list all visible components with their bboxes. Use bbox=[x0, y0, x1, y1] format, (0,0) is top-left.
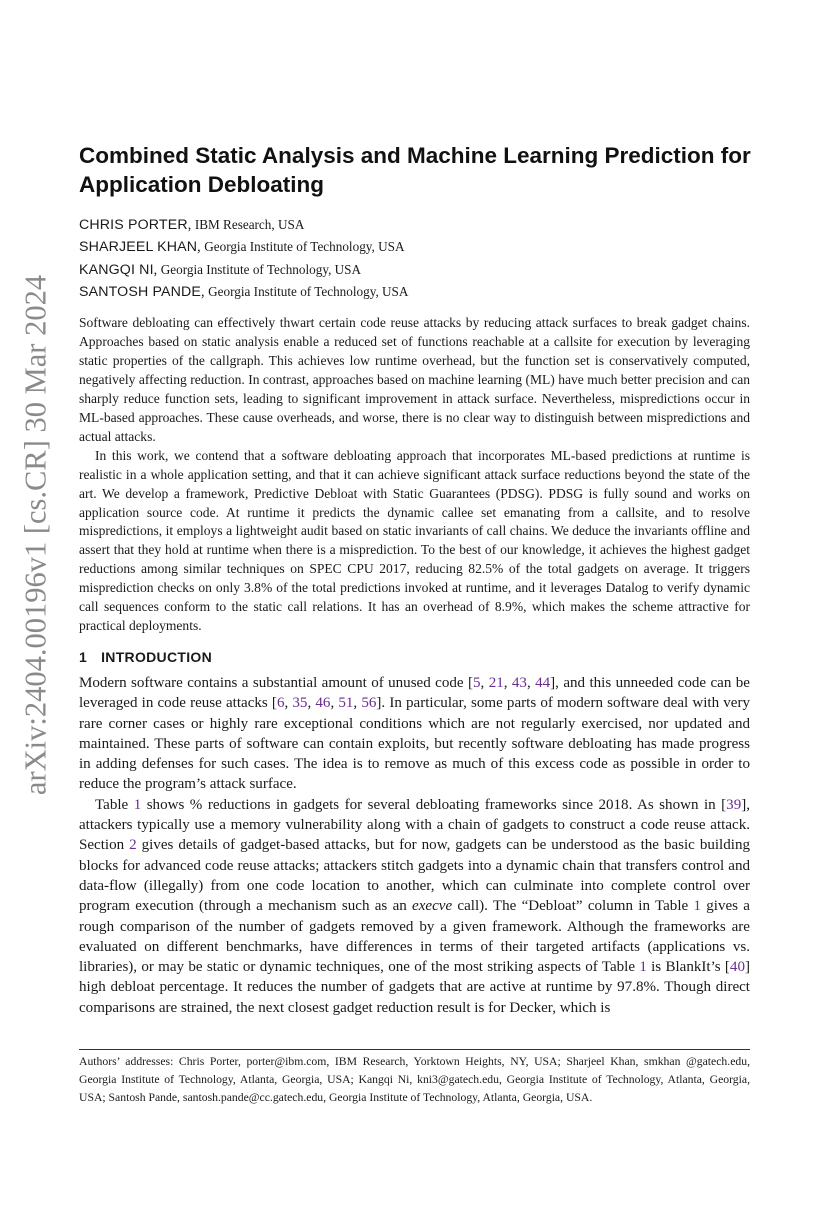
text-run: ] high debloat percentage. It reduces the number of gadgets that are active at runtime by 97.8%. Though direct comparisons are strained, the next closest gadget reduction result is for Decker, which is bbox=[79, 959, 750, 1016]
text-run: gives a rough comparison of the number of gadgets removed by a given framework. Although the frameworks are evaluated on different benchmarks, have differences in terms of their targeted artifacts (applications vs. libraries), or may be static or dynamic techniques, one of the most striking aspects of Table bbox=[79, 898, 750, 976]
table-ref-link[interactable]: 1 bbox=[133, 796, 142, 813]
abstract-paragraph: Software debloating can effectively thwart certain code reuse attacks by reducing attack surfaces to break gadget chains. Approaches based on static analysis enable a reduced set of functions reachable at a callsite for execution by leveraging static properties of the callgraph. This achieves low runtime overhead, but the function set is conservatively computed, negatively affecting reduction. In contrast, approaches based on machine learning (ML) have much better precision and can sharply reduce function sets, leading to significant improvement in attack surface. Nevertheless, mispredictions occur in ML-based approaches. These cause overheads, and worse, there is no clear way to distinguish between mispredictions and actual attacks. bbox=[79, 315, 750, 444]
citation-link[interactable]: 35 bbox=[292, 695, 308, 712]
citation-link[interactable]: 6 bbox=[276, 695, 285, 712]
abstract-paragraph: In this work, we contend that a software debloating approach that incorporates ML-based predictions at runtime is realistic in a whole application setting, and that it can achieve significant attack surface reductions beyond the state of the art. We develop a framework, Predictive Debloat with Static Guarantees (PDSG). PDSG is fully sound and works on application source code. At runtime it predicts the dynamic callee set emanating from a callsite, and to resolve mispredictions, it employs a lightweight audit based on static invariants of call chains. We deduce the invariants offline and assert that they hold at runtime when there is a misprediction. To the best of our knowledge, it achieves the highest gadget reductions among similar techniques on SPEC CPU 2017, reducing 82.5% of the total gadgets on average. It triggers misprediction checks on only 3.8% of the total predictions invoked at runtime, and it leverages Datalog to verify dynamic call sequences conform to the static call relations. It has an overhead of 8.9%, which makes the scheme attractive for practical deployments. bbox=[79, 447, 750, 634]
citation-link[interactable]: 46 bbox=[315, 695, 331, 712]
author-entry: KANGQI NI, Georgia Institute of Technology, USA bbox=[79, 261, 362, 278]
text-run: ], attackers typically use a memory vulnerability along with a chain of gadgets to construct a code reuse attack. Section bbox=[79, 796, 750, 854]
citation-link[interactable]: 51 bbox=[338, 695, 354, 712]
author-name: SANTOSH PANDE bbox=[79, 283, 202, 300]
section-heading bbox=[79, 649, 212, 665]
section-title: INTRODUCTION bbox=[101, 649, 213, 665]
author-affiliation: Georgia Institute of Technology, USA bbox=[204, 239, 405, 255]
author-name: SHARJEEL KHAN bbox=[79, 239, 198, 256]
citation-link[interactable]: 56 bbox=[361, 695, 377, 712]
section-number: 1 bbox=[79, 649, 88, 665]
citation-link[interactable]: 21 bbox=[488, 675, 504, 691]
text-run: call). The “Debloat” column in Table bbox=[452, 898, 694, 915]
author-entry: SHARJEEL KHAN, Georgia Institute of Technology, USA bbox=[79, 239, 405, 256]
text-run: shows % reductions in gadgets for several debloating frameworks since 2018. As shown in [ bbox=[141, 796, 727, 813]
text-run: is BlankIt’s [ bbox=[646, 959, 730, 976]
execve-term: execve bbox=[412, 898, 453, 915]
table-ref-link[interactable]: 1 bbox=[693, 898, 701, 915]
authors-addresses-footnote: Authors’ addresses: Chris Porter, porter@ibm.com, IBM Research, Yorktown Heights, NY, USA; Sharjeel Khan, smkhan @gatech.edu, Georgia Institute of Technology, Atlanta, Georgia, USA; Kangqi Ni, kni3@gatech.edu, Georgia Institute of Technology, Atlanta, Georgia, USA; Santosh Pande, santosh.pande@cc.gatech.edu, Georgia Institute of Technology, Atlanta, Georgia, USA. bbox=[79, 1055, 750, 1104]
arxiv-stamp: arXiv:2404.00196v1 [cs.CR] 30 Mar 2024 bbox=[18, 274, 53, 796]
author-affiliation: IBM Research, USA bbox=[194, 217, 305, 232]
text-run: gives details of gadget-based attacks, but for now, gadgets can be understood as the basic building blocks for advanced code reuse attacks; attackers stitch gadgets into a dynamic chain that transfers control and data-flow (illegally) from one code location to another, which can culminate into complete control over program execution (through a mechanism such as an bbox=[79, 837, 750, 915]
citation-link[interactable]: 40 bbox=[729, 959, 745, 976]
paper-title: Combined Static Analysis and Machine Learning Prediction for Application Debloating bbox=[79, 143, 751, 197]
text-run: ], and this unneeded code can be leveraged in code reuse attacks [ bbox=[79, 675, 750, 712]
citation-link[interactable]: 5 bbox=[472, 675, 481, 691]
abstract bbox=[79, 314, 750, 636]
section-ref-link[interactable]: 2 bbox=[129, 837, 137, 854]
author-affiliation: Georgia Institute of Technology, USA bbox=[208, 283, 409, 299]
text-run: Modern software contains a substantial amount of unused code [ bbox=[79, 675, 473, 691]
text-run: Table bbox=[95, 796, 134, 813]
text-run: ]. In particular, some parts of modern software deal with very rare corner cases or highly rare exceptional conditions which are not regularly exercised, nor updated and maintained. These parts of software can contain exploits, but recently software debloating has made progress in adding defenses for such cases. The idea is to remove as much of this excess code as possible in order to reduce the program’s attack surface. bbox=[79, 695, 751, 793]
arxiv-sidebar bbox=[10, 235, 62, 835]
author-entry: CHRIS PORTER, IBM Research, USA bbox=[79, 217, 305, 233]
citation-link[interactable]: 39 bbox=[726, 796, 742, 813]
citation-link[interactable]: 43 bbox=[511, 675, 527, 691]
author-entry: SANTOSH PANDE, Georgia Institute of Technology, USA bbox=[79, 283, 409, 300]
introduction-body bbox=[79, 673, 750, 1018]
author-list bbox=[79, 214, 779, 303]
author-affiliation: Georgia Institute of Technology, USA bbox=[160, 261, 362, 277]
citation-link[interactable]: 44 bbox=[535, 675, 551, 691]
body-paragraph bbox=[79, 795, 750, 1018]
table-ref-link[interactable]: 1 bbox=[639, 959, 647, 976]
body-paragraph: Modern software contains a substantial amount of unused code [5, 21, 43, 44], and this unneeded code can be leveraged in code reuse attacks [6, 35, 46, 51, 56]. In particular, some parts of modern software deal with very rare corner cases or highly rare exceptional conditions which are not regularly exercised, nor updated and maintained. These parts of software can contain exploits, but recently software debloating has made progress in adding defenses for such cases. The idea is to remove as much of this excess code as possible in order to reduce the program’s attack surface. bbox=[79, 675, 751, 793]
author-name: KANGQI NI bbox=[79, 261, 154, 278]
footnote-rule bbox=[79, 1049, 750, 1050]
author-name: CHRIS PORTER bbox=[79, 217, 188, 233]
